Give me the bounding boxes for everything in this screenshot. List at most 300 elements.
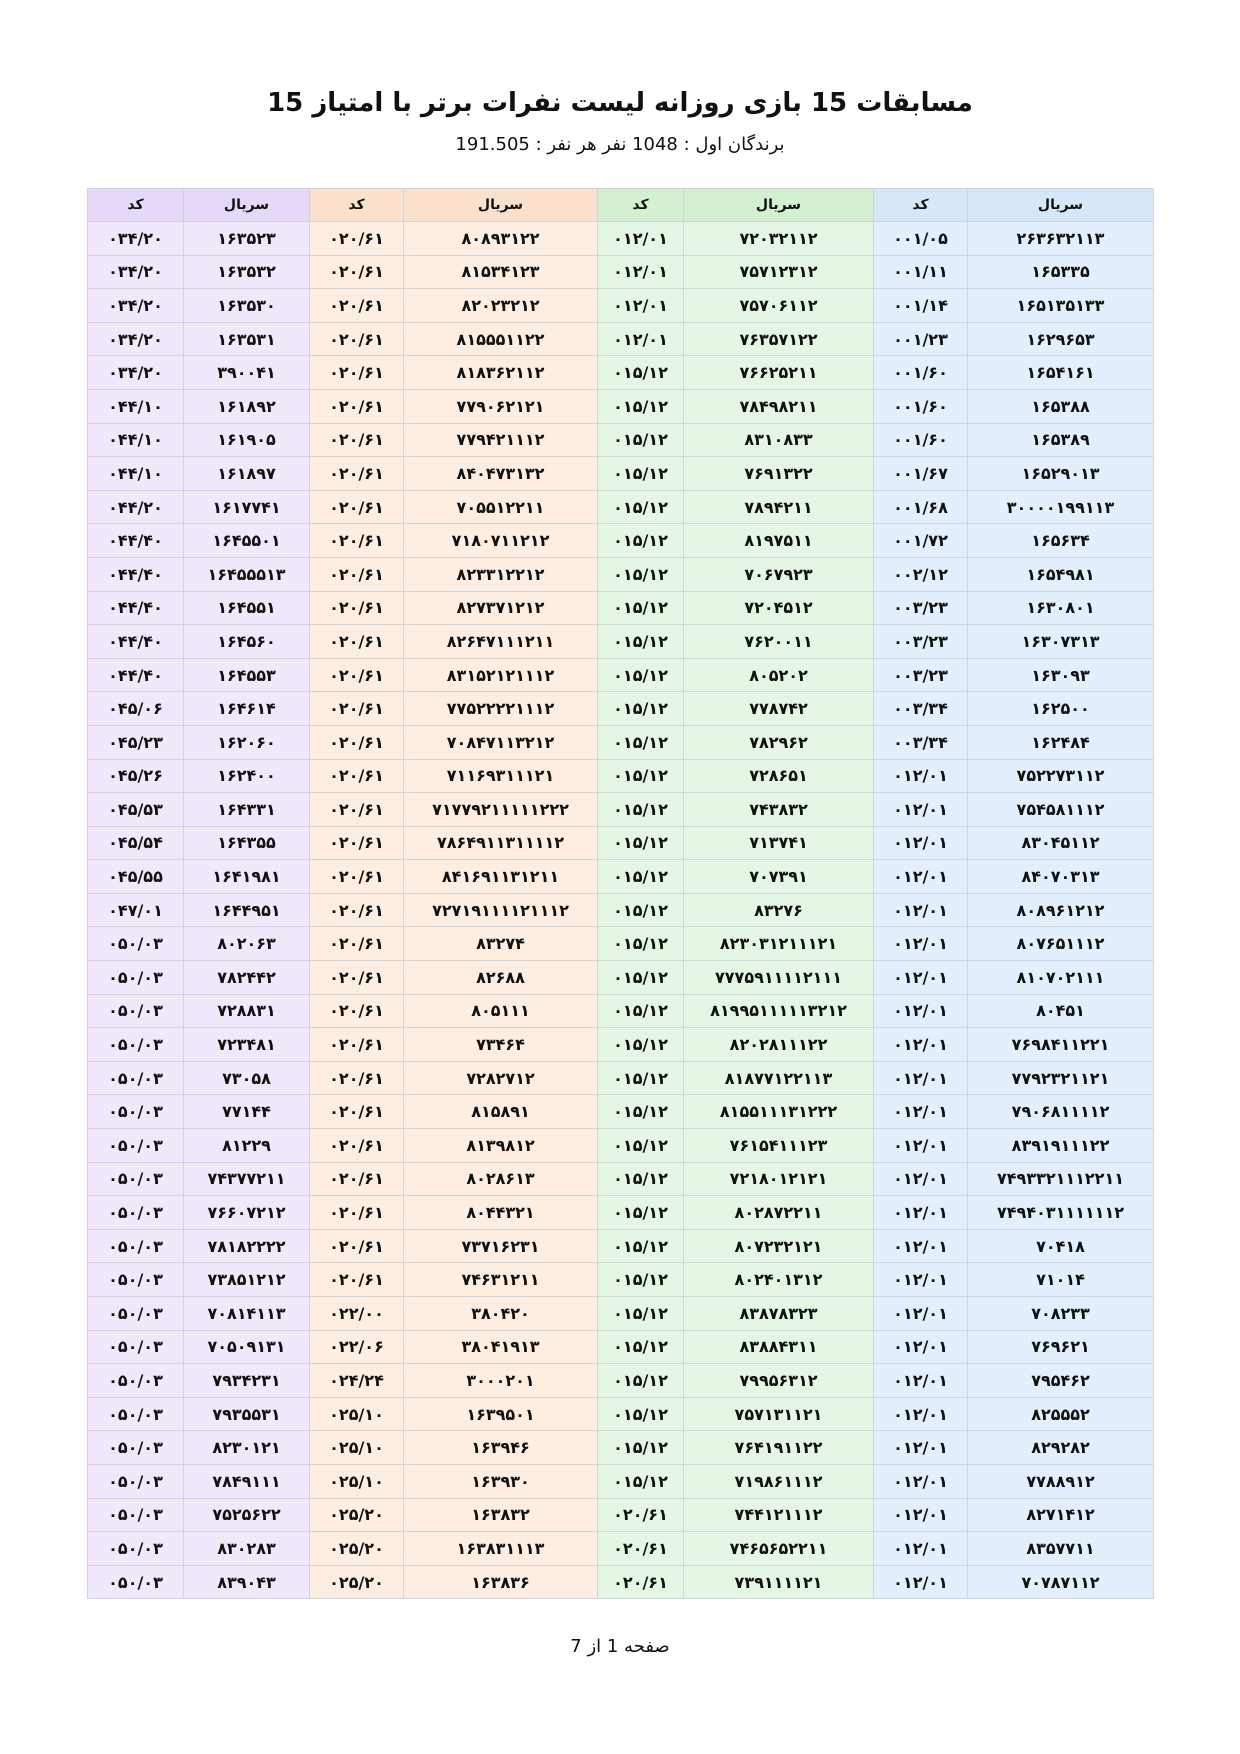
serial-cell: ۱۶۳۵۲۳ bbox=[184, 222, 310, 256]
code-cell: ۰۴۴/۴۰ bbox=[88, 557, 184, 591]
code-cell: ۰۲۰/۶۱ bbox=[310, 860, 404, 894]
code-cell: ۰۱۵/۱۲ bbox=[598, 860, 684, 894]
serial-cell: ۷۷۹۰۶۲۱۲۱ bbox=[404, 389, 598, 423]
table-row bbox=[88, 1196, 1154, 1230]
table-row bbox=[88, 1129, 1154, 1163]
serial-cell: ۷۷۹۴۲۱۱۱۲ bbox=[404, 423, 598, 457]
serial-cell: ۸۲۰۲۳۲۱۲ bbox=[404, 289, 598, 323]
code-cell: ۰۲۰/۶۱ bbox=[310, 793, 404, 827]
code-cell: ۰۴۵/۲۳ bbox=[88, 725, 184, 759]
code-cell: ۰۵۰/۰۳ bbox=[88, 1061, 184, 1095]
serial-cell: ۸۴۰۴۷۳۱۳۲ bbox=[404, 457, 598, 491]
serial-cell: ۷۶۲۰۰۱۱ bbox=[684, 625, 874, 659]
code-cell: ۰۳۴/۲۰ bbox=[88, 289, 184, 323]
code-cell: ۰۲۰/۶۱ bbox=[310, 255, 404, 289]
code-cell: ۰۱۵/۱۲ bbox=[598, 793, 684, 827]
code-cell: ۰۰۳/۳۴ bbox=[874, 692, 968, 726]
code-cell: ۰۱۵/۱۲ bbox=[598, 1196, 684, 1230]
code-cell: ۰۰۱/۰۵ bbox=[874, 222, 968, 256]
code-cell: ۰۲۰/۶۱ bbox=[310, 625, 404, 659]
code-cell: ۰۲۰/۶۱ bbox=[310, 759, 404, 793]
serial-cell: ۱۶۵۳۸۸ bbox=[968, 389, 1154, 423]
code-cell: ۰۱۲/۰۱ bbox=[874, 1061, 968, 1095]
serial-cell: ۸۳۹۱۹۱۱۱۲۲ bbox=[968, 1129, 1154, 1163]
serial-cell: ۱۶۵۲۹۰۱۳ bbox=[968, 457, 1154, 491]
serial-cell: ۷۴۴۱۲۱۱۱۲ bbox=[684, 1498, 874, 1532]
serial-cell: ۸۲۶۸۸ bbox=[404, 961, 598, 995]
code-cell: ۰۱۵/۱۲ bbox=[598, 1263, 684, 1297]
code-cell: ۰۱۲/۰۱ bbox=[874, 893, 968, 927]
code-cell: ۰۱۲/۰۱ bbox=[874, 1498, 968, 1532]
code-cell: ۰۱۲/۰۱ bbox=[598, 322, 684, 356]
code-cell: ۰۰۳/۲۳ bbox=[874, 625, 968, 659]
code-cell: ۰۱۲/۰۱ bbox=[874, 1129, 968, 1163]
serial-cell: ۳۰۰۰۰۱۹۹۱۱۳ bbox=[968, 490, 1154, 524]
serial-cell: ۱۶۵۴۹۸۱ bbox=[968, 557, 1154, 591]
code-cell: ۰۲۵/۲۰ bbox=[310, 1498, 404, 1532]
serial-cell: ۱۶۴۳۵۵ bbox=[184, 826, 310, 860]
table-row bbox=[88, 289, 1154, 323]
code-cell: ۰۲۰/۶۱ bbox=[598, 1565, 684, 1599]
serial-cell: ۷۰۵۰۹۱۳۱ bbox=[184, 1330, 310, 1364]
serial-cell: ۸۴۰۷۰۳۱۳ bbox=[968, 860, 1154, 894]
code-cell: ۰۵۰/۰۳ bbox=[88, 1028, 184, 1062]
table-row bbox=[88, 1297, 1154, 1331]
code-cell: ۰۲۴/۲۴ bbox=[310, 1364, 404, 1398]
serial-cell: ۱۶۲۴۰۰ bbox=[184, 759, 310, 793]
code-cell: ۰۱۵/۱۲ bbox=[598, 1297, 684, 1331]
serial-cell: ۷۲۳۴۸۱ bbox=[184, 1028, 310, 1062]
code-cell: ۰۲۰/۶۱ bbox=[310, 1061, 404, 1095]
serial-cell: ۸۱۵۳۴۱۲۳ bbox=[404, 255, 598, 289]
serial-cell: ۸۳۱۰۸۳۳ bbox=[684, 423, 874, 457]
serial-cell: ۷۷۸۸۹۱۲ bbox=[968, 1464, 1154, 1498]
serial-cell: ۷۰۷۳۹۱ bbox=[684, 860, 874, 894]
code-cell: ۰۲۰/۶۱ bbox=[310, 1263, 404, 1297]
code-cell: ۰۴۵/۵۳ bbox=[88, 793, 184, 827]
table-row bbox=[88, 322, 1154, 356]
table-row bbox=[88, 893, 1154, 927]
serial-cell: ۸۰۲۸۷۲۲۱۱ bbox=[684, 1196, 874, 1230]
code-cell: ۰۳۴/۲۰ bbox=[88, 255, 184, 289]
code-cell: ۰۱۲/۰۱ bbox=[874, 1532, 968, 1566]
code-cell: ۰۱۲/۰۱ bbox=[874, 1364, 968, 1398]
serial-cell: ۷۷۹۲۳۲۱۱۲۱ bbox=[968, 1061, 1154, 1095]
code-cell: ۰۱۲/۰۱ bbox=[874, 927, 968, 961]
code-cell: ۰۱۵/۱۲ bbox=[598, 725, 684, 759]
code-cell: ۰۴۴/۲۰ bbox=[88, 490, 184, 524]
serial-cell: ۷۱۸۰۷۱۱۲۱۲ bbox=[404, 524, 598, 558]
code-cell: ۰۴۵/۵۴ bbox=[88, 826, 184, 860]
serial-cell: ۷۰۵۵۱۲۲۱۱ bbox=[404, 490, 598, 524]
serial-cell: ۷۸۲۴۴۲ bbox=[184, 961, 310, 995]
serial-cell: ۷۳۴۶۴ bbox=[404, 1028, 598, 1062]
serial-cell: ۷۶۶۰۷۲۱۲ bbox=[184, 1196, 310, 1230]
code-cell: ۰۱۲/۰۱ bbox=[598, 289, 684, 323]
serial-cell: ۱۶۴۵۵۰۱ bbox=[184, 524, 310, 558]
code-cell: ۰۱۵/۱۲ bbox=[598, 1397, 684, 1431]
page-title: مسابقات 15 بازی روزانه لیست نفرات برتر با امتیاز 15 bbox=[267, 88, 973, 118]
table-row bbox=[88, 457, 1154, 491]
serial-cell: ۸۰۵۲۰۲ bbox=[684, 658, 874, 692]
code-cell: ۰۱۵/۱۲ bbox=[598, 1229, 684, 1263]
serial-cell: ۷۳۹۱۱۱۱۲۱ bbox=[684, 1565, 874, 1599]
table-row bbox=[88, 961, 1154, 995]
table-row bbox=[88, 591, 1154, 625]
serial-cell: ۱۶۱۹۰۵ bbox=[184, 423, 310, 457]
serial-cell: ۱۶۵۳۸۹ bbox=[968, 423, 1154, 457]
table-row bbox=[88, 826, 1154, 860]
serial-cell: ۱۶۳۹۵۰۱ bbox=[404, 1397, 598, 1431]
serial-cell: ۸۱۰۷۰۲۱۱۱ bbox=[968, 961, 1154, 995]
serial-cell: ۱۶۴۶۱۴ bbox=[184, 692, 310, 726]
serial-cell: ۱۶۴۵۶۰ bbox=[184, 625, 310, 659]
serial-cell: ۸۲۹۲۸۲ bbox=[968, 1431, 1154, 1465]
serial-cell: ۷۹۳۵۵۳۱ bbox=[184, 1397, 310, 1431]
code-cell: ۰۱۲/۰۱ bbox=[598, 255, 684, 289]
serial-cell: ۷۷۵۲۲۲۲۱۱۱۲ bbox=[404, 692, 598, 726]
serial-cell: ۷۲۷۱۹۱۱۱۱۲۱۱۱۲ bbox=[404, 893, 598, 927]
serial-cell: ۷۶۳۵۷۱۲۲ bbox=[684, 322, 874, 356]
serial-cell: ۷۸۲۹۶۲ bbox=[684, 725, 874, 759]
serial-cell: ۱۶۵۴۱۶۱ bbox=[968, 356, 1154, 390]
serial-cell: ۱۶۳۸۳۶ bbox=[404, 1565, 598, 1599]
code-cell: ۰۴۷/۰۱ bbox=[88, 893, 184, 927]
serial-cell: ۱۶۱۸۹۷ bbox=[184, 457, 310, 491]
serial-cell: ۱۶۱۸۹۲ bbox=[184, 389, 310, 423]
table-row bbox=[88, 490, 1154, 524]
serial-cell: ۸۳۰۲۸۳ bbox=[184, 1532, 310, 1566]
serial-cell: ۷۵۷۱۲۳۱۲ bbox=[684, 255, 874, 289]
code-cell: ۰۱۲/۰۱ bbox=[874, 1095, 968, 1129]
table-row bbox=[88, 1464, 1154, 1498]
code-cell: ۰۴۴/۴۰ bbox=[88, 625, 184, 659]
code-cell: ۰۱۵/۱۲ bbox=[598, 625, 684, 659]
serial-cell: ۷۴۳۸۳۲ bbox=[684, 793, 874, 827]
code-cell: ۰۵۰/۰۳ bbox=[88, 1397, 184, 1431]
code-cell: ۰۲۰/۶۱ bbox=[310, 893, 404, 927]
serial-cell: ۸۳۱۵۲۱۲۱۱۱۲ bbox=[404, 658, 598, 692]
code-cell: ۰۲۲/۰۰ bbox=[310, 1297, 404, 1331]
code-cell: ۰۱۵/۱۲ bbox=[598, 1061, 684, 1095]
serial-cell: ۷۵۷۰۶۱۱۲ bbox=[684, 289, 874, 323]
serial-cell: ۷۲۸۸۳۱ bbox=[184, 994, 310, 1028]
code-cell: ۰۲۰/۶۱ bbox=[310, 389, 404, 423]
code-cell: ۰۳۴/۲۰ bbox=[88, 322, 184, 356]
code-cell: ۰۵۰/۰۳ bbox=[88, 961, 184, 995]
code-cell: ۰۱۲/۰۱ bbox=[874, 1565, 968, 1599]
serial-cell: ۸۰۷۶۵۱۱۱۲ bbox=[968, 927, 1154, 961]
serial-cell: ۸۲۷۳۷۱۲۱۲ bbox=[404, 591, 598, 625]
serial-cell: ۷۱۳۷۴۱ bbox=[684, 826, 874, 860]
table-row bbox=[88, 1095, 1154, 1129]
code-cell: ۰۵۰/۰۳ bbox=[88, 1095, 184, 1129]
code-cell: ۰۲۰/۶۱ bbox=[310, 457, 404, 491]
serial-cell: ۸۰۴۴۳۲۱ bbox=[404, 1196, 598, 1230]
serial-cell: ۷۷۱۴۴ bbox=[184, 1095, 310, 1129]
code-cell: ۰۲۰/۶۱ bbox=[310, 356, 404, 390]
serial-cell: ۸۰۵۱۱۱ bbox=[404, 994, 598, 1028]
serial-cell: ۷۷۷۵۹۱۱۱۱۲۱۱۱ bbox=[684, 961, 874, 995]
serial-cell: ۷۷۸۷۴۲ bbox=[684, 692, 874, 726]
code-cell: ۰۵۰/۰۳ bbox=[88, 1196, 184, 1230]
serial-cell: ۳۰۰۰۲۰۱ bbox=[404, 1364, 598, 1398]
page-subtitle: برندگان اول : 1048 نفر هر نفر : 191.505 bbox=[455, 134, 785, 155]
column-header-serial: سریال bbox=[184, 189, 310, 222]
table-row bbox=[88, 1162, 1154, 1196]
serial-cell: ۸۴۱۶۹۱۱۳۱۲۱۱ bbox=[404, 860, 598, 894]
table-row bbox=[88, 389, 1154, 423]
serial-cell: ۸۱۵۸۹۱ bbox=[404, 1095, 598, 1129]
code-cell: ۰۵۰/۰۳ bbox=[88, 1330, 184, 1364]
code-cell: ۰۲۵/۱۰ bbox=[310, 1397, 404, 1431]
serial-cell: ۸۳۸۷۸۳۲۳ bbox=[684, 1297, 874, 1331]
serial-cell: ۱۶۲۵۰۰ bbox=[968, 692, 1154, 726]
winners-table bbox=[87, 188, 1154, 1599]
table-row bbox=[88, 1061, 1154, 1095]
serial-cell: ۱۶۲۴۸۴ bbox=[968, 725, 1154, 759]
serial-cell: ۸۱۹۹۵۱۱۱۱۱۳۲۱۲ bbox=[684, 994, 874, 1028]
serial-cell: ۸۱۹۷۵۱۱ bbox=[684, 524, 874, 558]
code-cell: ۰۲۰/۶۱ bbox=[310, 423, 404, 457]
code-cell: ۰۲۰/۶۱ bbox=[310, 994, 404, 1028]
code-cell: ۰۲۵/۲۰ bbox=[310, 1532, 404, 1566]
code-cell: ۰۲۵/۱۰ bbox=[310, 1431, 404, 1465]
table-row bbox=[88, 524, 1154, 558]
serial-cell: ۸۰۴۵۱ bbox=[968, 994, 1154, 1028]
serial-cell: ۸۳۰۴۵۱۱۲ bbox=[968, 826, 1154, 860]
serial-cell: ۷۶۹۶۲۱ bbox=[968, 1330, 1154, 1364]
table-row bbox=[88, 692, 1154, 726]
code-cell: ۰۲۰/۶۱ bbox=[310, 524, 404, 558]
table-row bbox=[88, 1229, 1154, 1263]
table-row bbox=[88, 927, 1154, 961]
serial-cell: ۷۲۰۴۵۱۲ bbox=[684, 591, 874, 625]
serial-cell: ۱۶۳۰۷۳۱۳ bbox=[968, 625, 1154, 659]
serial-cell: ۱۶۴۵۵۵۱۳ bbox=[184, 557, 310, 591]
code-cell: ۰۰۱/۱۱ bbox=[874, 255, 968, 289]
code-cell: ۰۵۰/۰۳ bbox=[88, 1297, 184, 1331]
code-cell: ۰۵۰/۰۳ bbox=[88, 1431, 184, 1465]
serial-cell: ۷۹۳۴۲۳۱ bbox=[184, 1364, 310, 1398]
code-cell: ۰۱۵/۱۲ bbox=[598, 557, 684, 591]
serial-cell: ۱۶۳۸۳۱۱۱۳ bbox=[404, 1532, 598, 1566]
column-header-serial: سریال bbox=[684, 189, 874, 222]
code-cell: ۰۰۳/۲۳ bbox=[874, 658, 968, 692]
serial-cell: ۷۸۱۸۲۲۲۲ bbox=[184, 1229, 310, 1263]
serial-cell: ۷۳۸۵۱۲۱۲ bbox=[184, 1263, 310, 1297]
code-cell: ۰۲۰/۶۱ bbox=[310, 826, 404, 860]
serial-cell: ۷۹۵۴۶۲ bbox=[968, 1364, 1154, 1398]
serial-cell: ۸۱۵۵۵۱۱۲۲ bbox=[404, 322, 598, 356]
code-cell: ۰۱۲/۰۱ bbox=[874, 1028, 968, 1062]
serial-cell: ۱۶۱۷۷۴۱ bbox=[184, 490, 310, 524]
column-header-serial: سریال bbox=[968, 189, 1154, 222]
code-cell: ۰۰۱/۶۷ bbox=[874, 457, 968, 491]
serial-cell: ۷۱۱۶۹۳۱۱۱۲۱ bbox=[404, 759, 598, 793]
serial-cell: ۷۰۸۴۷۱۱۳۲۱۲ bbox=[404, 725, 598, 759]
serial-cell: ۸۳۹۰۴۳ bbox=[184, 1565, 310, 1599]
serial-cell: ۸۰۸۹۳۱۲۲ bbox=[404, 222, 598, 256]
code-cell: ۰۱۲/۰۱ bbox=[874, 1162, 968, 1196]
table-header-row bbox=[88, 189, 1154, 222]
serial-cell: ۸۱۲۲۹ bbox=[184, 1129, 310, 1163]
serial-cell: ۷۵۲۵۶۲۲ bbox=[184, 1498, 310, 1532]
serial-cell: ۷۲۸۲۷۱۲ bbox=[404, 1061, 598, 1095]
code-cell: ۰۱۲/۰۱ bbox=[874, 994, 968, 1028]
code-cell: ۰۱۵/۱۲ bbox=[598, 759, 684, 793]
code-cell: ۰۲۰/۶۱ bbox=[310, 322, 404, 356]
code-cell: ۰۵۰/۰۳ bbox=[88, 1129, 184, 1163]
code-cell: ۰۱۲/۰۱ bbox=[874, 1431, 968, 1465]
column-header-serial: سریال bbox=[404, 189, 598, 222]
serial-cell: ۱۶۳۰۸۰۱ bbox=[968, 591, 1154, 625]
table-row bbox=[88, 625, 1154, 659]
serial-cell: ۱۶۵۳۳۵ bbox=[968, 255, 1154, 289]
code-cell: ۰۵۰/۰۳ bbox=[88, 1532, 184, 1566]
table-row bbox=[88, 1498, 1154, 1532]
table-row bbox=[88, 1397, 1154, 1431]
serial-cell: ۷۶۹۱۳۲۲ bbox=[684, 457, 874, 491]
code-cell: ۰۰۱/۶۸ bbox=[874, 490, 968, 524]
code-cell: ۰۲۲/۰۶ bbox=[310, 1330, 404, 1364]
table-row bbox=[88, 994, 1154, 1028]
code-cell: ۰۲۰/۶۱ bbox=[310, 1229, 404, 1263]
code-cell: ۰۵۰/۰۳ bbox=[88, 1498, 184, 1532]
serial-cell: ۱۶۲۹۶۵۳ bbox=[968, 322, 1154, 356]
code-cell: ۰۵۰/۰۳ bbox=[88, 1464, 184, 1498]
serial-cell: ۸۰۷۲۳۲۱۲۱ bbox=[684, 1229, 874, 1263]
serial-cell: ۱۶۴۵۵۱ bbox=[184, 591, 310, 625]
code-cell: ۰۱۵/۱۲ bbox=[598, 389, 684, 423]
serial-cell: ۱۶۴۱۹۸۱ bbox=[184, 860, 310, 894]
code-cell: ۰۰۳/۳۴ bbox=[874, 725, 968, 759]
serial-cell: ۱۶۳۵۳۱ bbox=[184, 322, 310, 356]
code-cell: ۰۱۵/۱۲ bbox=[598, 994, 684, 1028]
serial-cell: ۸۱۸۳۶۲۱۱۲ bbox=[404, 356, 598, 390]
code-cell: ۰۱۲/۰۱ bbox=[874, 793, 968, 827]
serial-cell: ۷۰۸۲۳۳ bbox=[968, 1297, 1154, 1331]
table-row bbox=[88, 658, 1154, 692]
code-cell: ۰۱۵/۱۲ bbox=[598, 356, 684, 390]
serial-cell: ۸۳۸۸۴۳۱۱ bbox=[684, 1330, 874, 1364]
serial-cell: ۱۶۳۰۹۳ bbox=[968, 658, 1154, 692]
code-cell: ۰۲۰/۶۱ bbox=[310, 289, 404, 323]
serial-cell: ۲۶۳۶۳۲۱۱۳ bbox=[968, 222, 1154, 256]
serial-cell: ۷۶۹۸۴۱۱۲۲۱ bbox=[968, 1028, 1154, 1062]
code-cell: ۰۲۰/۶۱ bbox=[310, 591, 404, 625]
table-row bbox=[88, 1532, 1154, 1566]
code-cell: ۰۱۲/۰۱ bbox=[874, 961, 968, 995]
code-cell: ۰۵۰/۰۳ bbox=[88, 1229, 184, 1263]
code-cell: ۰۲۵/۲۰ bbox=[310, 1565, 404, 1599]
serial-cell: ۸۳۵۷۷۱۱ bbox=[968, 1532, 1154, 1566]
column-header-code: کد bbox=[874, 189, 968, 222]
serial-cell: ۸۰۲۰۶۳ bbox=[184, 927, 310, 961]
code-cell: ۰۱۵/۱۲ bbox=[598, 591, 684, 625]
code-cell: ۰۱۵/۱۲ bbox=[598, 524, 684, 558]
code-cell: ۰۵۰/۰۳ bbox=[88, 1162, 184, 1196]
code-cell: ۰۴۵/۰۶ bbox=[88, 692, 184, 726]
column-header-code: کد bbox=[310, 189, 404, 222]
serial-cell: ۸۲۳۳۱۲۲۱۲ bbox=[404, 557, 598, 591]
serial-cell: ۷۱۹۸۶۱۱۱۲ bbox=[684, 1464, 874, 1498]
code-cell: ۰۰۱/۷۲ bbox=[874, 524, 968, 558]
code-cell: ۰۱۲/۰۱ bbox=[874, 826, 968, 860]
code-cell: ۰۰۱/۲۳ bbox=[874, 322, 968, 356]
code-cell: ۰۴۴/۱۰ bbox=[88, 457, 184, 491]
code-cell: ۰۵۰/۰۳ bbox=[88, 1263, 184, 1297]
table-row bbox=[88, 1565, 1154, 1599]
serial-cell: ۷۲۸۶۵۱ bbox=[684, 759, 874, 793]
code-cell: ۰۲۵/۱۰ bbox=[310, 1464, 404, 1498]
serial-cell: ۷۵۴۵۸۱۱۱۲ bbox=[968, 793, 1154, 827]
serial-cell: ۷۴۶۳۱۲۱۱ bbox=[404, 1263, 598, 1297]
code-cell: ۰۲۰/۶۱ bbox=[310, 1129, 404, 1163]
serial-cell: ۷۸۴۹۱۱۱ bbox=[184, 1464, 310, 1498]
serial-cell: ۷۶۶۲۵۲۱۱ bbox=[684, 356, 874, 390]
code-cell: ۰۰۲/۱۲ bbox=[874, 557, 968, 591]
serial-cell: ۱۶۳۵۳۰ bbox=[184, 289, 310, 323]
code-cell: ۰۵۰/۰۳ bbox=[88, 927, 184, 961]
code-cell: ۰۱۵/۱۲ bbox=[598, 927, 684, 961]
code-cell: ۰۱۲/۰۱ bbox=[874, 1263, 968, 1297]
serial-cell: ۸۱۳۹۸۱۲ bbox=[404, 1129, 598, 1163]
serial-cell: ۷۱۷۷۹۲۱۱۱۱۱۲۲۲ bbox=[404, 793, 598, 827]
code-cell: ۰۱۵/۱۲ bbox=[598, 961, 684, 995]
page-number: صفحه 1 از 7 bbox=[570, 1636, 670, 1657]
serial-cell: ۷۴۹۳۳۲۱۱۱۲۲۱۱ bbox=[968, 1162, 1154, 1196]
serial-cell: ۷۰۸۱۴۱۱۳ bbox=[184, 1297, 310, 1331]
code-cell: ۰۱۲/۰۱ bbox=[874, 1297, 968, 1331]
code-cell: ۰۲۰/۶۱ bbox=[310, 1095, 404, 1129]
code-cell: ۰۱۲/۰۱ bbox=[874, 1229, 968, 1263]
table-row bbox=[88, 222, 1154, 256]
code-cell: ۰۱۲/۰۱ bbox=[874, 1196, 968, 1230]
code-cell: ۰۲۰/۶۱ bbox=[310, 222, 404, 256]
code-cell: ۰۱۲/۰۱ bbox=[874, 1397, 968, 1431]
serial-cell: ۷۴۹۴۰۳۱۱۱۱۱۱۲ bbox=[968, 1196, 1154, 1230]
column-header-code: کد bbox=[598, 189, 684, 222]
serial-cell: ۱۶۳۹۴۶ bbox=[404, 1431, 598, 1465]
code-cell: ۰۴۵/۲۶ bbox=[88, 759, 184, 793]
code-cell: ۰۴۴/۴۰ bbox=[88, 591, 184, 625]
code-cell: ۰۲۰/۶۱ bbox=[310, 490, 404, 524]
serial-cell: ۸۰۸۹۶۱۲۱۲ bbox=[968, 893, 1154, 927]
code-cell: ۰۳۴/۲۰ bbox=[88, 356, 184, 390]
table-row bbox=[88, 255, 1154, 289]
serial-cell: ۷۵۷۱۳۱۱۲۱ bbox=[684, 1397, 874, 1431]
serial-cell: ۸۱۸۷۷۱۲۲۱۱۳ bbox=[684, 1061, 874, 1095]
code-cell: ۰۱۵/۱۲ bbox=[598, 893, 684, 927]
code-cell: ۰۲۰/۶۱ bbox=[310, 557, 404, 591]
serial-cell: ۷۰۶۷۹۲۳ bbox=[684, 557, 874, 591]
serial-cell: ۷۶۱۵۴۱۱۱۲۳ bbox=[684, 1129, 874, 1163]
code-cell: ۰۱۲/۰۱ bbox=[598, 222, 684, 256]
code-cell: ۰۰۱/۶۰ bbox=[874, 356, 968, 390]
table-row bbox=[88, 725, 1154, 759]
serial-cell: ۱۶۳۸۳۲ bbox=[404, 1498, 598, 1532]
code-cell: ۰۰۳/۲۳ bbox=[874, 591, 968, 625]
serial-cell: ۷۱۰۱۴ bbox=[968, 1263, 1154, 1297]
column-header-code: کد bbox=[88, 189, 184, 222]
table-body bbox=[88, 222, 1154, 1599]
serial-cell: ۱۶۳۹۳۰ bbox=[404, 1464, 598, 1498]
code-cell: ۰۲۰/۶۱ bbox=[310, 1028, 404, 1062]
code-cell: ۰۱۲/۰۱ bbox=[874, 1330, 968, 1364]
code-cell: ۰۴۴/۱۰ bbox=[88, 423, 184, 457]
serial-cell: ۷۴۶۵۶۵۲۲۱۱ bbox=[684, 1532, 874, 1566]
